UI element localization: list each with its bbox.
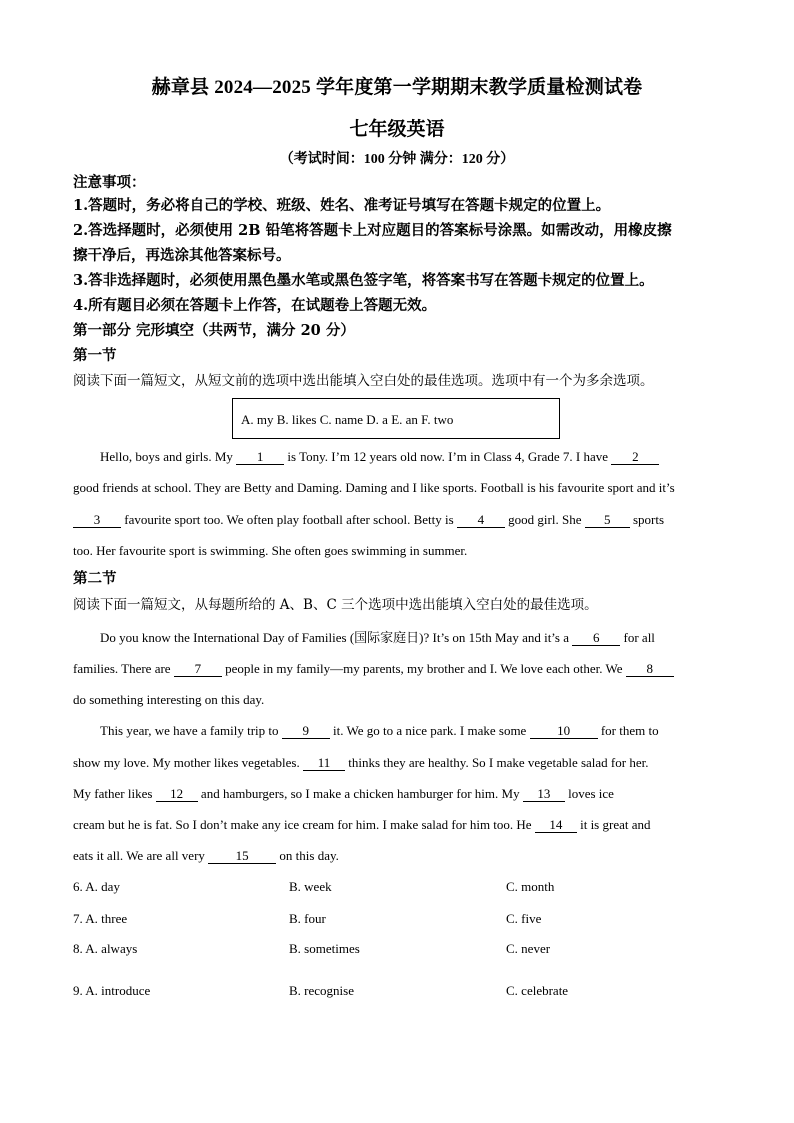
blank-7: 7 xyxy=(174,661,222,677)
blank-11: 11 xyxy=(303,755,345,771)
blank-13: 13 xyxy=(523,786,565,802)
text: eats it all. We are all very xyxy=(73,848,209,863)
blank-2: 2 xyxy=(611,449,659,465)
question-9-option-b: B. recognise xyxy=(289,983,354,998)
text: families. There are xyxy=(73,661,174,676)
section2-heading: 第二节 xyxy=(73,570,117,587)
section2-instruction: 阅读下面一篇短文，从每题所给的 A、B、C 三个选项中选出能填入空白处的最佳选项。 xyxy=(73,597,598,613)
text: This year, we have a family trip to xyxy=(100,723,282,738)
options-box: A. my B. likes C. name D. a E. an F. two xyxy=(232,398,560,439)
blank-15: 15 xyxy=(208,848,276,864)
blank-9: 9 xyxy=(282,723,330,739)
text: My father likes xyxy=(73,786,156,801)
subject-title: 七年级英语 xyxy=(349,119,445,140)
blank-14: 14 xyxy=(535,817,577,833)
passage2-line-4 xyxy=(73,715,755,746)
blank-12: 12 xyxy=(156,786,198,802)
passage2-line-8 xyxy=(73,840,728,871)
text: good friends at school. They are Betty and Daming. Daming and I like sports. Football is his favourite sport and it’s xyxy=(73,480,675,495)
text: for them to xyxy=(597,723,659,738)
passage2-line-7 xyxy=(73,809,728,840)
notice-item-3: 3.答非选择题时，必须使用黑色墨水笔或黑色签字笔，将答案书写在答题卡规定的位置上。 xyxy=(73,272,654,289)
blank-3: 3 xyxy=(73,512,121,528)
text: is Tony. I’m 12 years old now. I’m in Class 4, Grade 7. I have xyxy=(284,449,612,464)
question-7-option-b: B. four xyxy=(289,911,326,926)
passage2-line-1 xyxy=(73,622,755,653)
text: Do you know the International Day of Families (国际家庭日)? It’s on 15th May and it’s a xyxy=(100,630,573,645)
text: too. Her favourite sport is swimming. She often goes swimming in summer. xyxy=(73,543,468,558)
blank-5: 5 xyxy=(585,512,630,528)
question-6-option-a: 6. A. day xyxy=(73,879,120,894)
text: good girl. She xyxy=(504,512,585,527)
question-6-option-b: B. week xyxy=(289,879,332,894)
text: favourite sport too. We often play football after school. Betty is xyxy=(121,512,457,527)
question-7-option-c: C. five xyxy=(506,911,542,926)
exam-title: 赫章县 2024—2025 学年度第一学期期末教学质量检测试卷 xyxy=(151,77,643,98)
blank-6: 6 xyxy=(572,630,620,646)
notice-item-4: 4.所有题目必须在答题卡上作答，在试题卷上答题无效。 xyxy=(73,297,437,314)
text: and hamburgers, so I make a chicken hamburger for him. My xyxy=(197,786,523,801)
text: for all xyxy=(620,630,655,645)
part1-heading: 第一部分 完形填空（共两节，满分 20 分） xyxy=(73,322,355,339)
passage1-line-4 xyxy=(73,535,728,566)
passage1-line-3 xyxy=(73,504,728,535)
passage2-line-2 xyxy=(73,653,728,684)
passage1-line-1 xyxy=(73,441,755,472)
question-6-option-c: C. month xyxy=(506,879,555,894)
question-8-option-a: 8. A. always xyxy=(73,941,138,956)
text: it. We go to a nice park. I make some xyxy=(329,723,530,738)
notice-item-2-cont: 擦干净后，再选涂其他答案标号。 xyxy=(73,247,291,264)
text: thinks they are healthy. So I make vegetable salad for her. xyxy=(345,755,649,770)
passage2-line-5 xyxy=(73,747,728,778)
notice-item-2: 2.答选择题时，必须使用 2B 铅笔将答题卡上对应题目的答案标号涂黑。如需改动，用橡皮擦 xyxy=(73,222,672,239)
blank-8: 8 xyxy=(626,661,674,677)
text: sports xyxy=(629,512,665,527)
question-9-option-a: 9. A. introduce xyxy=(73,983,151,998)
passage1-line-2 xyxy=(73,472,728,503)
text: cream but he is fat. So I don’t make any ice cream for him. I make salad for him too. He xyxy=(73,817,535,832)
question-7-option-a: 7. A. three xyxy=(73,911,128,926)
blank-1: 1 xyxy=(236,449,284,465)
blank-4: 4 xyxy=(457,512,505,528)
section1-instruction: 阅读下面一篇短文，从短文前的选项中选出能填入空白处的最佳选项。选项中有一个为多余选项。 xyxy=(73,373,654,389)
question-9-option-c: C. celebrate xyxy=(506,983,569,998)
question-8-option-b: B. sometimes xyxy=(289,941,360,956)
notice-heading: 注意事项： xyxy=(73,174,146,191)
text: it is great and xyxy=(576,817,651,832)
text: on this day. xyxy=(276,848,339,863)
question-8-option-c: C. never xyxy=(506,941,551,956)
blank-10: 10 xyxy=(530,723,598,739)
text: people in my family—my parents, my brother and I. We love each other. We xyxy=(221,661,626,676)
text: show my love. My mother likes vegetables. xyxy=(73,755,303,770)
passage2-line-3 xyxy=(73,684,728,715)
notice-item-1: 1.答题时，务必将自己的学校、班级、姓名、准考证号填写在答题卡规定的位置上。 xyxy=(73,197,611,214)
passage2-line-6 xyxy=(73,778,728,809)
section1-heading: 第一节 xyxy=(73,347,117,364)
exam-info: （考试时间：100 分钟 满分：120 分） xyxy=(279,152,515,167)
text: do something interesting on this day. xyxy=(73,692,265,707)
text: loves ice xyxy=(564,786,614,801)
text: Hello, boys and girls. My xyxy=(100,449,237,464)
